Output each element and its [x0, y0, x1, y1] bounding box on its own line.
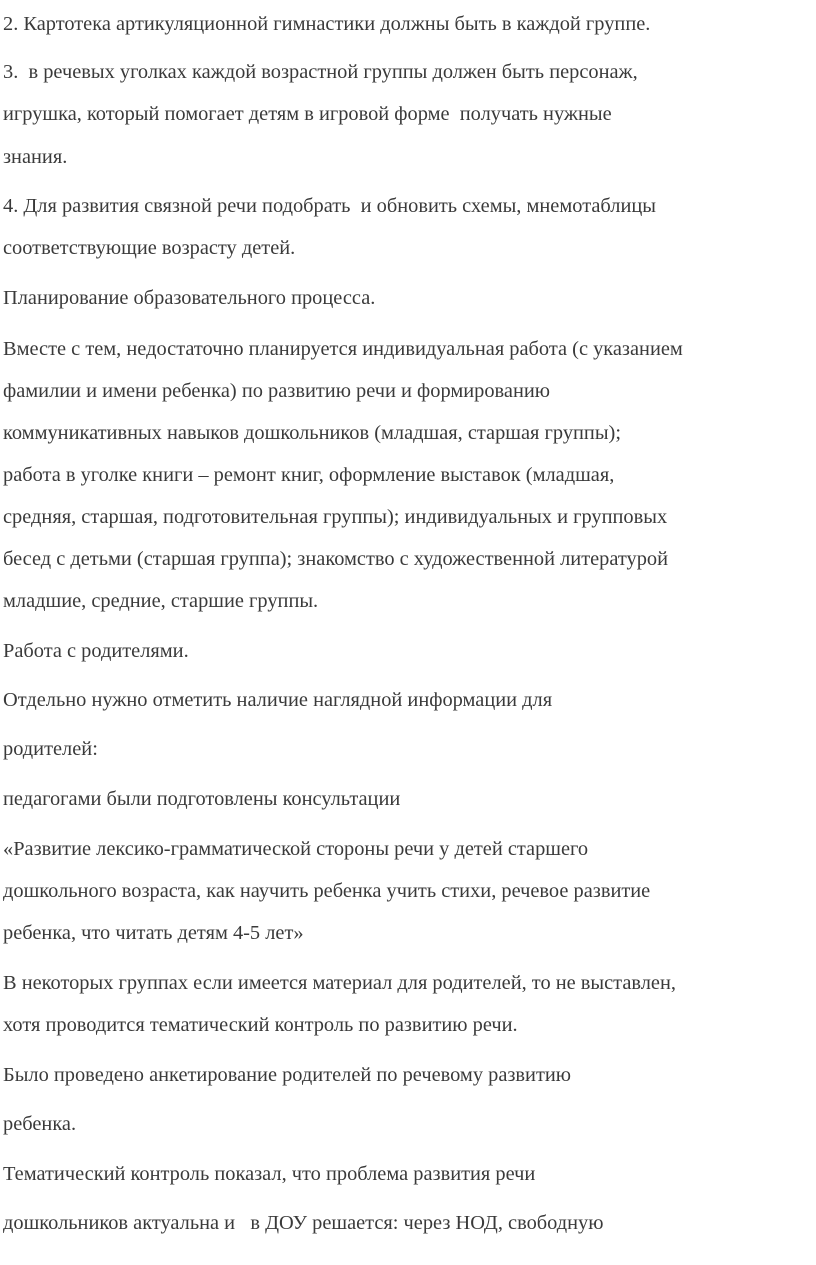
text-line: игрушка, который помогает детям в игровой форме получать нужные	[3, 103, 612, 125]
text-line: коммуникативных навыков дошкольников (младшая, старшая группы);	[3, 422, 621, 444]
text-line: знания.	[3, 146, 68, 168]
text-line: Работа с родителями.	[3, 640, 189, 662]
text-line: Планирование образовательного процесса.	[3, 287, 376, 309]
text-line: соответствующие возрасту детей.	[3, 237, 296, 259]
text-line: педагогами были подготовлены консультации	[3, 788, 401, 810]
text-line: 4. Для развития связной речи подобрать и обновить схемы, мнемотаблицы	[3, 195, 656, 217]
text-line: хотя проводится тематический контроль по развитию речи.	[3, 1014, 518, 1036]
text-line: дошкольного возраста, как научить ребенка учить стихи, речевое развитие	[3, 880, 651, 902]
text-line: средняя, старшая, подготовительная группы); индивидуальных и групповых	[3, 506, 668, 528]
text-line: Тематический контроль показал, что проблема развития речи	[3, 1163, 536, 1185]
text-line: бесед с детьми (старшая группа); знакомство с художественной литературой	[3, 548, 669, 570]
text-line: ребенка, что читать детям 4-5 лет»	[3, 922, 304, 944]
text-line: Было проведено анкетирование родителей по речевому развитию	[3, 1064, 572, 1086]
text-line: родителей:	[3, 738, 98, 760]
text-line: Отдельно нужно отметить наличие наглядной информации для	[3, 689, 553, 711]
text-line: «Развитие лексико-грамматической стороны речи у детей старшего	[3, 838, 589, 860]
text-line: дошкольников актуальна и в ДОУ решается: через НОД, свободную	[3, 1212, 604, 1234]
text-line: 2. Картотека артикуляционной гимнастики должны быть в каждой группе.	[3, 13, 651, 35]
text-line: ребенка.	[3, 1113, 77, 1135]
text-line: младшие, средние, старшие группы.	[3, 590, 319, 612]
text-line: В некоторых группах если имеется материал для родителей, то не выставлен,	[3, 972, 676, 994]
text-line: 3. в речевых уголках каждой возрастной группы должен быть персонаж,	[3, 61, 638, 83]
text-line: работа в уголке книги – ремонт книг, оформление выставок (младшая,	[3, 464, 615, 486]
text-line: фамилии и имени ребенка) по развитию речи и формированию	[3, 380, 551, 402]
text-line: Вместе с тем, недостаточно планируется индивидуальная работа (с указанием	[3, 338, 683, 360]
